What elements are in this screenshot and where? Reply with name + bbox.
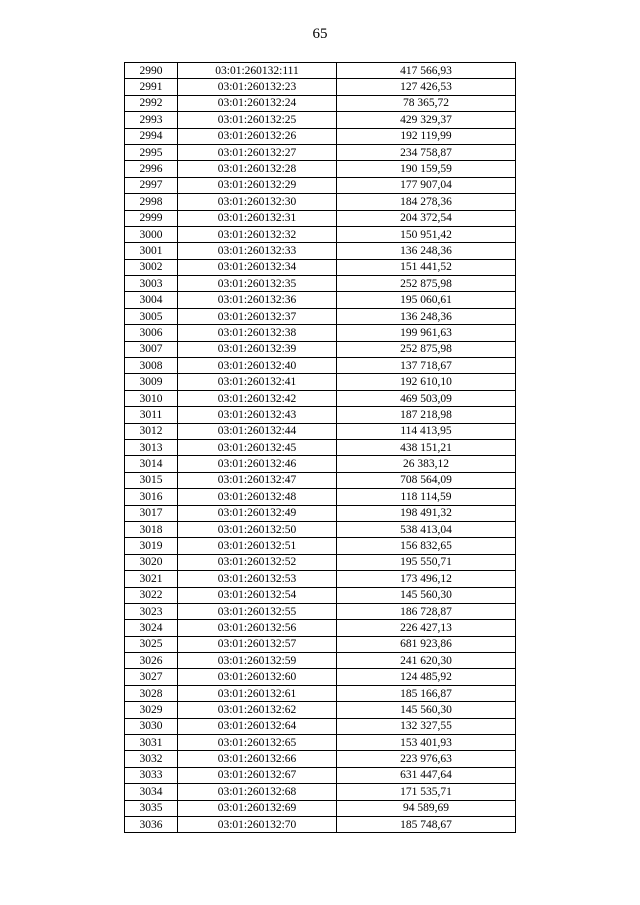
table-row [125, 325, 516, 341]
cadastral-value-cell: 177 907,04 [337, 177, 516, 193]
cadastral-number-cell: 03:01:260132:44 [178, 423, 337, 439]
row-number-cell: 3005 [125, 308, 178, 324]
cadastral-value-table [124, 62, 516, 833]
table-row [125, 669, 516, 685]
row-number-cell: 3031 [125, 735, 178, 751]
table-row [125, 210, 516, 226]
table-row [125, 636, 516, 652]
cadastral-value-cell: 94 589,69 [337, 800, 516, 816]
table-row [125, 800, 516, 816]
cadastral-value-cell: 78 365,72 [337, 95, 516, 111]
row-number-cell: 2997 [125, 177, 178, 193]
cadastral-value-cell: 185 166,87 [337, 685, 516, 701]
row-number-cell: 2994 [125, 128, 178, 144]
cadastral-value-cell: 223 976,63 [337, 751, 516, 767]
cadastral-number-cell: 03:01:260132:29 [178, 177, 337, 193]
cadastral-value-cell: 186 728,87 [337, 603, 516, 619]
cadastral-number-cell: 03:01:260132:40 [178, 358, 337, 374]
cadastral-value-cell: 153 401,93 [337, 735, 516, 751]
cadastral-number-cell: 03:01:260132:50 [178, 521, 337, 537]
cadastral-number-cell: 03:01:260132:43 [178, 407, 337, 423]
cadastral-number-cell: 03:01:260132:60 [178, 669, 337, 685]
cadastral-number-cell: 03:01:260132:68 [178, 784, 337, 800]
cadastral-value-cell: 438 151,21 [337, 439, 516, 455]
cadastral-number-cell: 03:01:260132:47 [178, 472, 337, 488]
table-row [125, 653, 516, 669]
cadastral-value-cell: 538 413,04 [337, 521, 516, 537]
table-row [125, 439, 516, 455]
cadastral-number-cell: 03:01:260132:70 [178, 816, 337, 832]
cadastral-number-cell: 03:01:260132:41 [178, 374, 337, 390]
cadastral-number-cell: 03:01:260132:28 [178, 161, 337, 177]
page-number: 65 [312, 26, 328, 42]
cadastral-number-cell: 03:01:260132:25 [178, 112, 337, 128]
cadastral-value-cell: 631 447,64 [337, 767, 516, 783]
table-row [125, 603, 516, 619]
row-number-cell: 3006 [125, 325, 178, 341]
cadastral-value-cell: 114 413,95 [337, 423, 516, 439]
row-number-cell: 2990 [125, 63, 178, 79]
row-number-cell: 3009 [125, 374, 178, 390]
row-number-cell: 3012 [125, 423, 178, 439]
table-body [125, 63, 516, 833]
table-row [125, 95, 516, 111]
cadastral-number-cell: 03:01:260132:54 [178, 587, 337, 603]
table-row [125, 784, 516, 800]
table-row [125, 63, 516, 79]
cadastral-value-cell: 195 060,61 [337, 292, 516, 308]
cadastral-value-cell: 150 951,42 [337, 226, 516, 242]
cadastral-value-cell: 190 159,59 [337, 161, 516, 177]
row-number-cell: 3003 [125, 276, 178, 292]
row-number-cell: 3020 [125, 554, 178, 570]
cadastral-number-cell: 03:01:260132:32 [178, 226, 337, 242]
cadastral-value-cell: 226 427,13 [337, 620, 516, 636]
table-row [125, 292, 516, 308]
table-row [125, 308, 516, 324]
row-number-cell: 2998 [125, 194, 178, 210]
cadastral-number-cell: 03:01:260132:55 [178, 603, 337, 619]
row-number-cell: 3035 [125, 800, 178, 816]
row-number-cell: 3028 [125, 685, 178, 701]
cadastral-number-cell: 03:01:260132:26 [178, 128, 337, 144]
table-row [125, 472, 516, 488]
cadastral-value-cell: 681 923,86 [337, 636, 516, 652]
table-row [125, 226, 516, 242]
row-number-cell: 3011 [125, 407, 178, 423]
cadastral-value-cell: 132 327,55 [337, 718, 516, 734]
cadastral-value-cell: 136 248,36 [337, 308, 516, 324]
row-number-cell: 2999 [125, 210, 178, 226]
row-number-cell: 3017 [125, 505, 178, 521]
cadastral-number-cell: 03:01:260132:38 [178, 325, 337, 341]
cadastral-value-cell: 195 550,71 [337, 554, 516, 570]
row-number-cell: 3027 [125, 669, 178, 685]
cadastral-value-cell: 173 496,12 [337, 571, 516, 587]
row-number-cell: 3034 [125, 784, 178, 800]
table-row [125, 751, 516, 767]
table-row [125, 128, 516, 144]
cadastral-value-cell: 171 535,71 [337, 784, 516, 800]
cadastral-value-cell: 252 875,98 [337, 276, 516, 292]
row-number-cell: 3019 [125, 538, 178, 554]
cadastral-value-cell: 252 875,98 [337, 341, 516, 357]
cadastral-value-cell: 124 485,92 [337, 669, 516, 685]
cadastral-value-cell: 192 610,10 [337, 374, 516, 390]
row-number-cell: 2991 [125, 79, 178, 95]
row-number-cell: 3016 [125, 489, 178, 505]
table-row [125, 177, 516, 193]
table-row [125, 194, 516, 210]
table-row [125, 358, 516, 374]
row-number-cell: 3008 [125, 358, 178, 374]
row-number-cell: 3024 [125, 620, 178, 636]
table-row [125, 505, 516, 521]
table-row [125, 144, 516, 160]
cadastral-value-cell: 145 560,30 [337, 702, 516, 718]
row-number-cell: 3026 [125, 653, 178, 669]
cadastral-value-cell: 199 961,63 [337, 325, 516, 341]
row-number-cell: 3036 [125, 816, 178, 832]
cadastral-value-cell: 234 758,87 [337, 144, 516, 160]
cadastral-number-cell: 03:01:260132:42 [178, 390, 337, 406]
row-number-cell: 3015 [125, 472, 178, 488]
row-number-cell: 3032 [125, 751, 178, 767]
row-number-cell: 3000 [125, 226, 178, 242]
row-number-cell: 3029 [125, 702, 178, 718]
cadastral-number-cell: 03:01:260132:37 [178, 308, 337, 324]
row-number-cell: 3025 [125, 636, 178, 652]
cadastral-number-cell: 03:01:260132:52 [178, 554, 337, 570]
cadastral-value-cell: 198 491,32 [337, 505, 516, 521]
cadastral-number-cell: 03:01:260132:30 [178, 194, 337, 210]
table-row [125, 79, 516, 95]
table-row [125, 423, 516, 439]
cadastral-number-cell: 03:01:260132:39 [178, 341, 337, 357]
table-row [125, 554, 516, 570]
row-number-cell: 2996 [125, 161, 178, 177]
cadastral-value-cell: 185 748,67 [337, 816, 516, 832]
cadastral-value-cell: 127 426,53 [337, 79, 516, 95]
cadastral-number-cell: 03:01:260132:49 [178, 505, 337, 521]
table-row [125, 259, 516, 275]
cadastral-value-cell: 187 218,98 [337, 407, 516, 423]
cadastral-value-cell: 137 718,67 [337, 358, 516, 374]
row-number-cell: 3033 [125, 767, 178, 783]
cadastral-value-cell: 184 278,36 [337, 194, 516, 210]
table-row [125, 489, 516, 505]
row-number-cell: 2993 [125, 112, 178, 128]
table-row [125, 735, 516, 751]
table-row [125, 767, 516, 783]
cadastral-value-cell: 151 441,52 [337, 259, 516, 275]
cadastral-value-cell: 429 329,37 [337, 112, 516, 128]
cadastral-number-cell: 03:01:260132:57 [178, 636, 337, 652]
cadastral-number-cell: 03:01:260132:59 [178, 653, 337, 669]
table-row [125, 276, 516, 292]
cadastral-number-cell: 03:01:260132:45 [178, 439, 337, 455]
row-number-cell: 2995 [125, 144, 178, 160]
cadastral-number-cell: 03:01:260132:35 [178, 276, 337, 292]
table-row [125, 702, 516, 718]
cadastral-value-cell: 136 248,36 [337, 243, 516, 259]
cadastral-value-cell: 204 372,54 [337, 210, 516, 226]
table-row [125, 620, 516, 636]
table-row [125, 341, 516, 357]
table-row [125, 243, 516, 259]
row-number-cell: 3007 [125, 341, 178, 357]
table-row [125, 521, 516, 537]
row-number-cell: 3013 [125, 439, 178, 455]
cadastral-number-cell: 03:01:260132:66 [178, 751, 337, 767]
cadastral-value-cell: 417 566,93 [337, 63, 516, 79]
table-row [125, 538, 516, 554]
cadastral-number-cell: 03:01:260132:31 [178, 210, 337, 226]
cadastral-number-cell: 03:01:260132:61 [178, 685, 337, 701]
table-row [125, 390, 516, 406]
table-row [125, 374, 516, 390]
table-row [125, 571, 516, 587]
cadastral-number-cell: 03:01:260132:67 [178, 767, 337, 783]
row-number-cell: 3023 [125, 603, 178, 619]
cadastral-value-cell: 469 503,09 [337, 390, 516, 406]
cadastral-number-cell: 03:01:260132:51 [178, 538, 337, 554]
cadastral-number-cell: 03:01:260132:48 [178, 489, 337, 505]
cadastral-number-cell: 03:01:260132:46 [178, 456, 337, 472]
table-row [125, 816, 516, 832]
cadastral-value-cell: 26 383,12 [337, 456, 516, 472]
cadastral-number-cell: 03:01:260132:56 [178, 620, 337, 636]
cadastral-value-cell: 708 564,09 [337, 472, 516, 488]
cadastral-value-cell: 145 560,30 [337, 587, 516, 603]
table-row [125, 161, 516, 177]
table-row [125, 587, 516, 603]
table-row [125, 407, 516, 423]
cadastral-value-cell: 241 620,30 [337, 653, 516, 669]
cadastral-number-cell: 03:01:260132:65 [178, 735, 337, 751]
cadastral-number-cell: 03:01:260132:24 [178, 95, 337, 111]
cadastral-value-cell: 118 114,59 [337, 489, 516, 505]
table-row [125, 685, 516, 701]
row-number-cell: 3004 [125, 292, 178, 308]
cadastral-value-cell: 156 832,65 [337, 538, 516, 554]
cadastral-number-cell: 03:01:260132:53 [178, 571, 337, 587]
cadastral-number-cell: 03:01:260132:27 [178, 144, 337, 160]
table-row [125, 456, 516, 472]
row-number-cell: 3021 [125, 571, 178, 587]
row-number-cell: 3022 [125, 587, 178, 603]
table-row [125, 718, 516, 734]
cadastral-number-cell: 03:01:260132:111 [178, 63, 337, 79]
row-number-cell: 3010 [125, 390, 178, 406]
row-number-cell: 3030 [125, 718, 178, 734]
row-number-cell: 3014 [125, 456, 178, 472]
row-number-cell: 3018 [125, 521, 178, 537]
cadastral-number-cell: 03:01:260132:64 [178, 718, 337, 734]
row-number-cell: 3001 [125, 243, 178, 259]
cadastral-value-cell: 192 119,99 [337, 128, 516, 144]
cadastral-number-cell: 03:01:260132:62 [178, 702, 337, 718]
table-row [125, 112, 516, 128]
row-number-cell: 3002 [125, 259, 178, 275]
cadastral-number-cell: 03:01:260132:33 [178, 243, 337, 259]
cadastral-number-cell: 03:01:260132:34 [178, 259, 337, 275]
cadastral-number-cell: 03:01:260132:23 [178, 79, 337, 95]
cadastral-number-cell: 03:01:260132:36 [178, 292, 337, 308]
cadastral-number-cell: 03:01:260132:69 [178, 800, 337, 816]
row-number-cell: 2992 [125, 95, 178, 111]
